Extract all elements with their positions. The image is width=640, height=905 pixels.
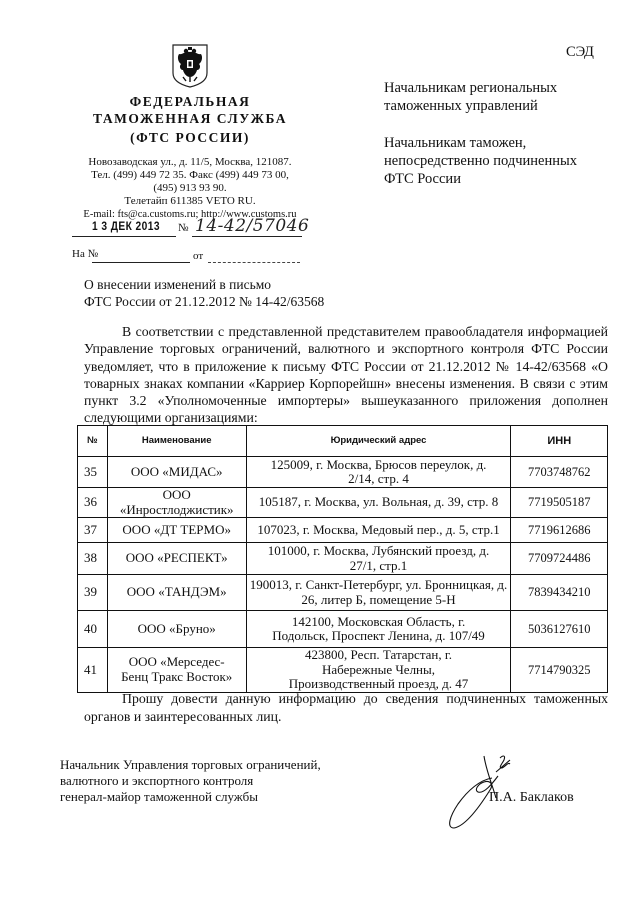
table-row — [78, 611, 608, 648]
header-name: Наименование — [107, 426, 246, 457]
table-row — [78, 648, 608, 693]
org-name-line3: (ФТС РОССИИ) — [130, 130, 250, 145]
header-inn: ИНН — [511, 426, 608, 457]
row-address: 101000, г. Москва, Лубянский проезд, д. 27/1, стр.1 — [246, 543, 511, 575]
from-label: от — [193, 250, 204, 262]
on-number-underline — [92, 262, 190, 263]
document-number: 14-42/57046 — [195, 216, 310, 236]
addressee-line: непосредственно подчиненных — [384, 153, 577, 169]
document-date: 1 3 ДЕК 2013 — [92, 219, 160, 233]
row-number: 38 — [78, 543, 108, 575]
row-name: ООО «Бруно» — [107, 611, 246, 648]
org-address: Новозаводская ул., д. 11/5, Москва, 121087. — [88, 156, 292, 168]
addressee-block-2 — [384, 134, 624, 188]
row-name: ООО «Инростлоджистик» — [107, 488, 246, 518]
subject — [84, 276, 324, 310]
row-number: 40 — [78, 611, 108, 648]
subject-line: О внесении изменений в письмо — [84, 277, 272, 292]
row-name: ООО «ТАНДЭМ» — [107, 575, 246, 611]
addressee-line: Начальникам региональных — [384, 80, 558, 96]
subject-line: ФТС России от 21.12.2012 № 14-42/63568 — [84, 294, 325, 309]
on-number-label: На № — [72, 248, 99, 260]
number-underline — [192, 236, 302, 237]
row-number: 37 — [78, 518, 108, 543]
row-inn: 7719612686 — [511, 518, 608, 543]
org-teletype: Телетайп 611385 VETO RU. — [124, 195, 256, 207]
row-inn: 7714790325 — [511, 648, 608, 693]
organizations-table — [77, 425, 608, 693]
signer-position-line: валютного и экспортного контроля — [60, 773, 254, 788]
row-address: 142100, Московская Область, г. Подольск, Проспект Ленина, д. 107/49 — [246, 611, 511, 648]
org-email-web: E-mail: fts@ca.customs.ru; http://www.customs.ru — [83, 209, 297, 220]
table-row — [78, 457, 608, 488]
row-name: ООО «МИДАС» — [107, 457, 246, 488]
date-underline — [72, 236, 176, 237]
row-address: 423800, Респ. Татарстан, г. Набережные Челны, Производственный проезд, д. 47 — [246, 648, 511, 693]
row-name: ООО «ДТ ТЕРМО» — [107, 518, 246, 543]
org-name-line1: ФЕДЕРАЛЬНАЯ — [129, 94, 251, 109]
header-address: Юридический адрес — [246, 426, 511, 457]
row-number: 36 — [78, 488, 108, 518]
row-address: 105187, г. Москва, ул. Вольная, д. 39, стр. 8 — [246, 488, 511, 518]
body-paragraph — [84, 323, 608, 427]
closing-text: Прошу довести данную информацию до сведения подчиненных таможенных органов и заинтересованных лиц. — [84, 691, 608, 724]
number-label: № — [178, 222, 189, 234]
header-number: № — [78, 426, 108, 457]
addressee-line: ФТС России — [384, 171, 461, 187]
row-name: ООО «Мерседес-Бенц Тракс Восток» — [107, 648, 246, 693]
row-inn: 7703748762 — [511, 457, 608, 488]
table-row — [78, 575, 608, 611]
row-address: 107023, г. Москва, Медовый пер., д. 5, стр.1 — [246, 518, 511, 543]
table-row — [78, 488, 608, 518]
row-inn: 7709724486 — [511, 543, 608, 575]
row-inn: 5036127610 — [511, 611, 608, 648]
org-phone2: (495) 913 93 90. — [153, 182, 227, 194]
row-name: ООО «РЕСПЕКТ» — [107, 543, 246, 575]
row-inn: 7719505187 — [511, 488, 608, 518]
org-phone-fax: Тел. (499) 449 72 35. Факс (499) 449 73 00, — [91, 169, 289, 181]
addressee-line: Начальникам таможен, — [384, 135, 527, 151]
org-name-line2: ТАМОЖЕННАЯ СЛУЖБА — [93, 111, 287, 126]
coat-of-arms-icon — [171, 43, 209, 89]
row-address: 190013, г. Санкт-Петербург, ул. Бронницкая, д. 26, литер Б, помещение 5-Н — [246, 575, 511, 611]
table-row — [78, 518, 608, 543]
from-underline — [208, 262, 300, 263]
body-text: В соответствии с представленной представителем правообладателя информацией Управление торговых ограничений, валютного и экспортного контроля ФТС России уведомляет, что в приложение к письму ФТС России от 21.12.2012 № 14-42/63568 «О товарных знаках компании «Карриер Корпорейшн» внесены изменения. В связи с этим пункт 3.2 «Уполномоченные импортеры» вышеуказанного приложения дополнен следующими организациями: — [84, 324, 608, 426]
row-number: 41 — [78, 648, 108, 693]
table-header-row — [78, 426, 608, 457]
table-row — [78, 543, 608, 575]
addressee-line: таможенных управлений — [384, 98, 538, 114]
row-inn: 7839434210 — [511, 575, 608, 611]
signer-position-line: генерал-майор таможенной службы — [60, 789, 258, 804]
row-number: 35 — [78, 457, 108, 488]
row-address: 125009, г. Москва, Брюсов переулок, д. 2/14, стр. 4 — [246, 457, 511, 488]
sed-marker: СЭД — [566, 44, 594, 60]
signer-name: П.А. Баклаков — [489, 790, 574, 805]
signer-position-line: Начальник Управления торговых ограничений, — [60, 757, 321, 772]
addressee-block-1 — [384, 79, 624, 115]
closing-paragraph — [84, 690, 608, 725]
row-number: 39 — [78, 575, 108, 611]
